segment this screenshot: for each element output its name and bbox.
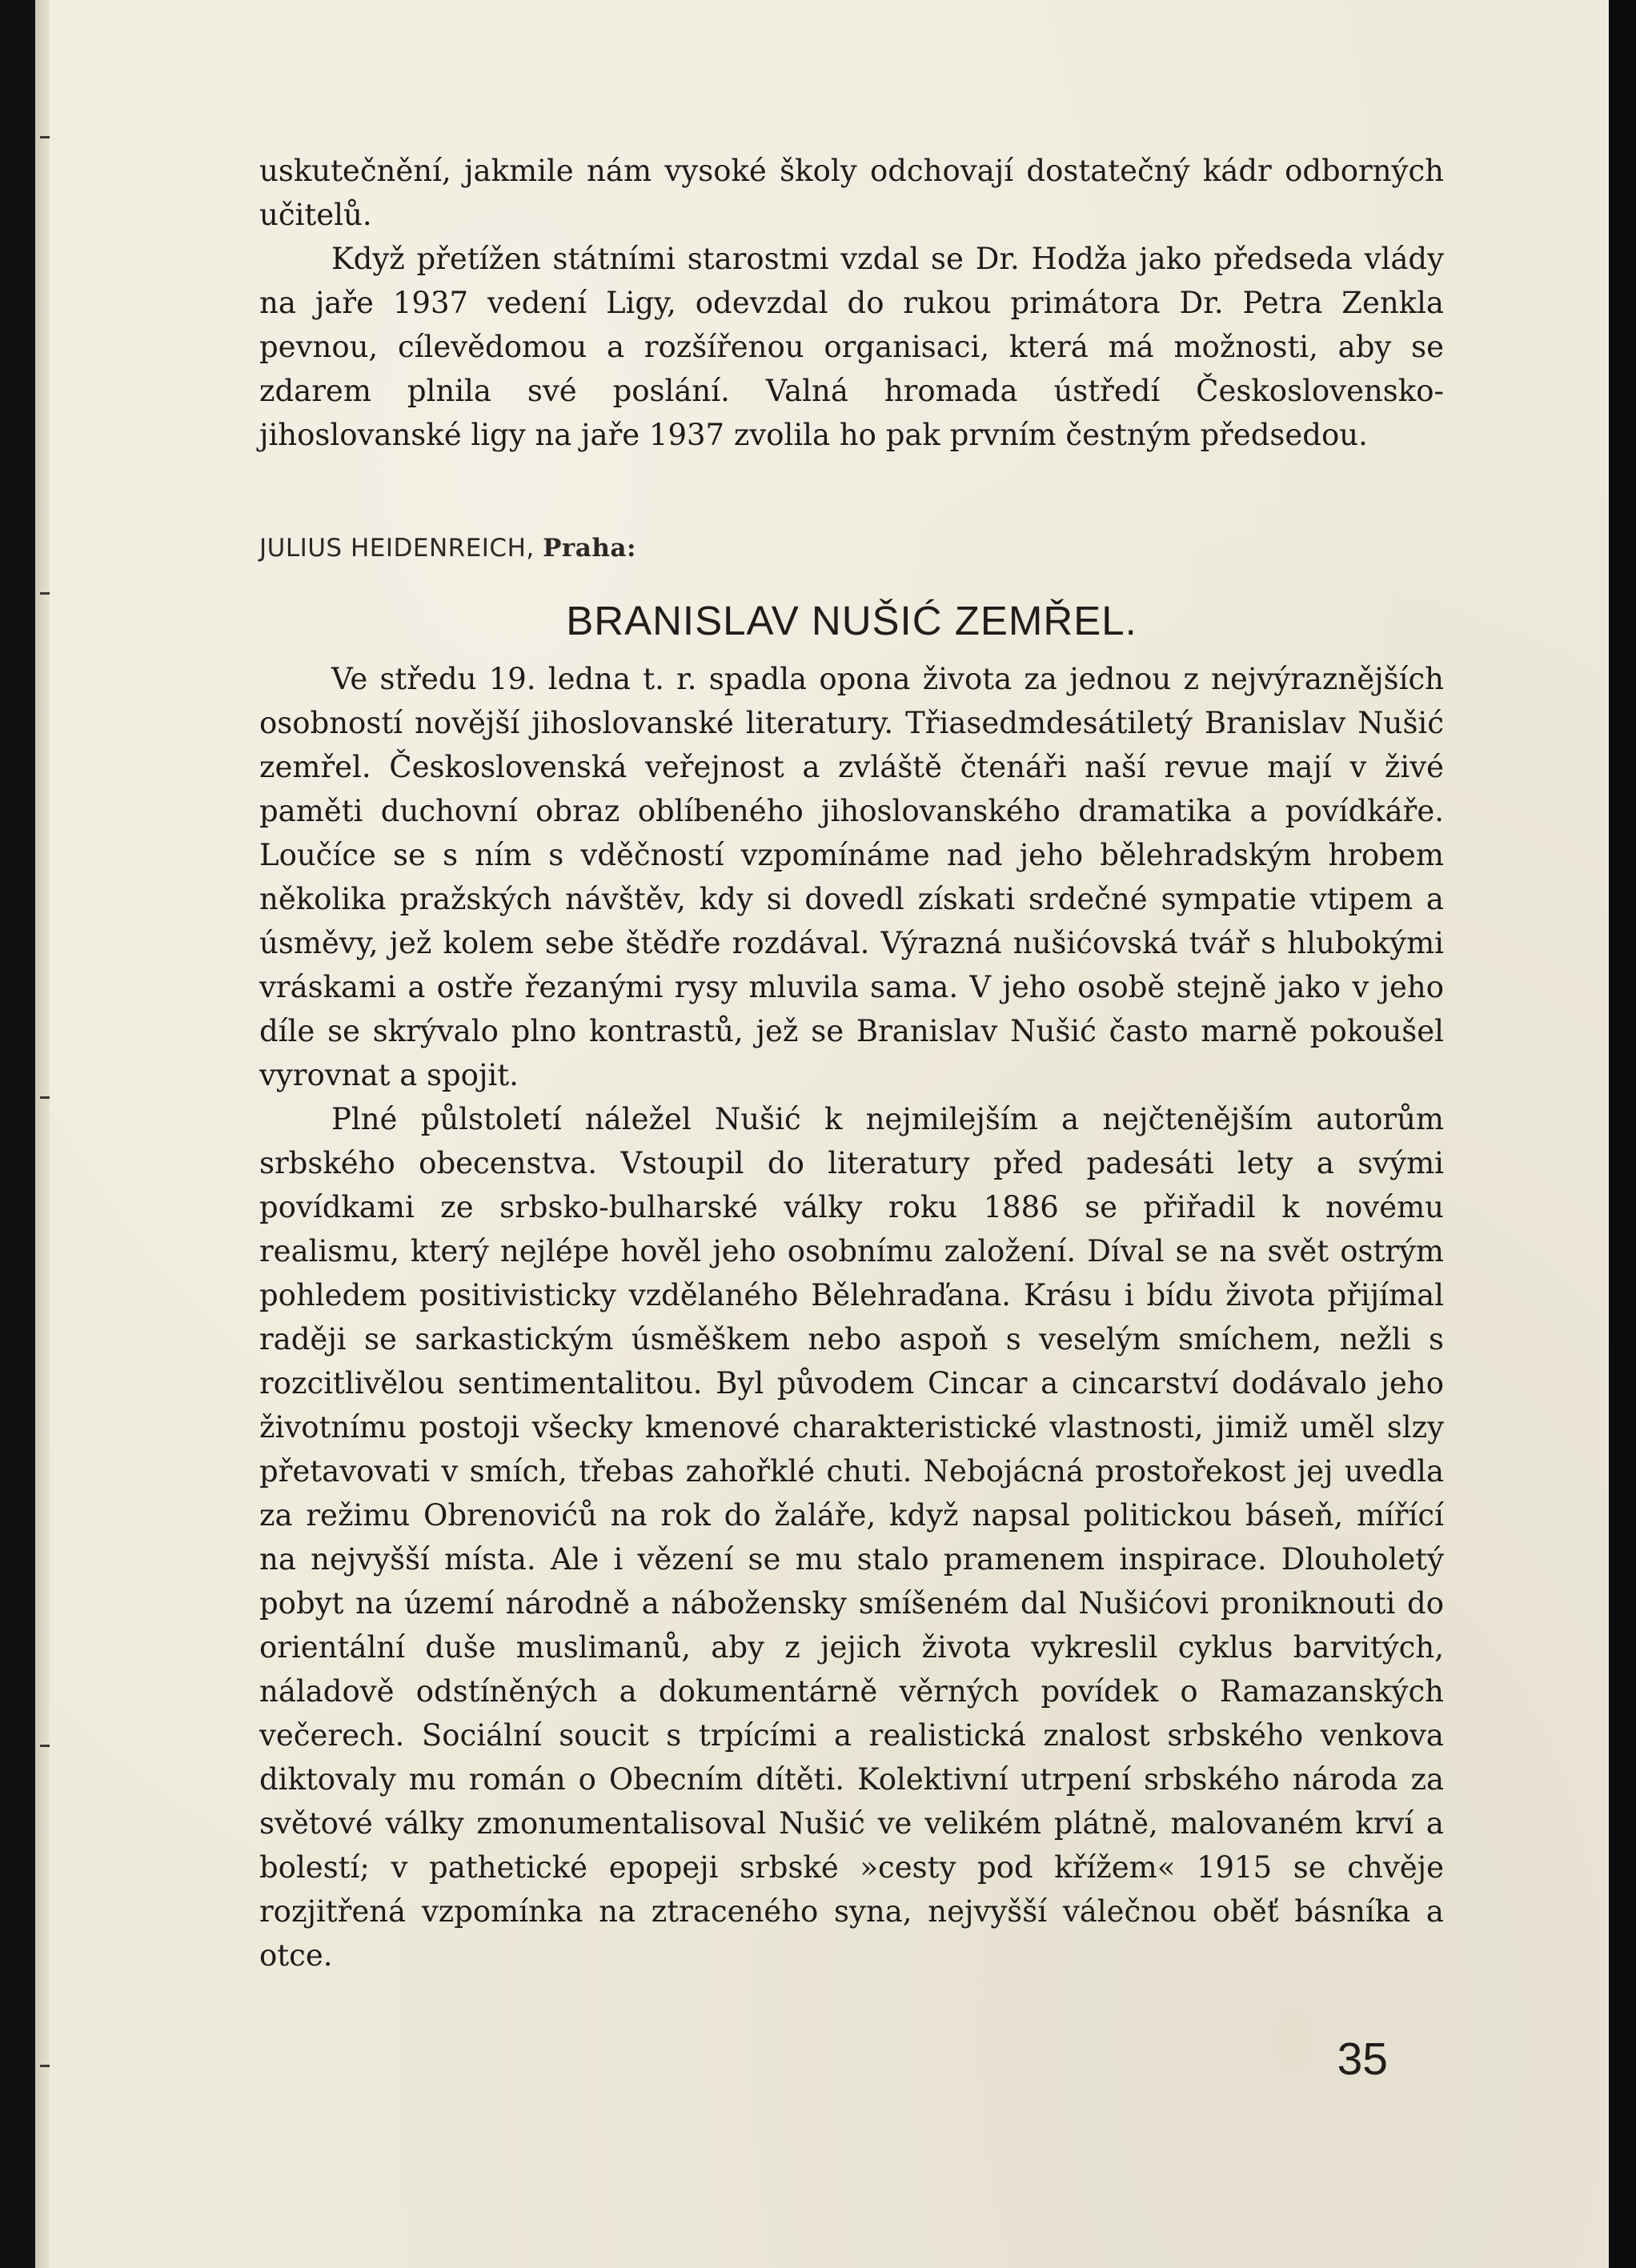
binding-mark (40, 1745, 50, 1747)
scan-edge (1609, 0, 1636, 2268)
binding-mark (40, 136, 50, 138)
byline (259, 531, 1444, 566)
binding-mark (40, 2065, 50, 2067)
byline-city: Praha: (543, 534, 636, 563)
byline-author: JULIUS HEIDENREICH, (259, 534, 535, 563)
body-paragraph: Ve středu 19. ledna t. r. spadla opona života za jednou z nejvýraznějších osobností novější jihoslovanské literatury. Třiasedmdesátiletý Branislav Nušić zemřel. Československá veřejnost a zvláště čtenáři naší revue mají v živé paměti duchovní obraz oblíbeného jihoslovanského dramatika a povídkáře. Loučíce se s ním s vděčností vzpomínáme nad jeho bělehradským hrobem několika pražských návštěv, kdy si dovedl získati srdečné sympatie vtipem a úsměvy, jež kolem sebe štědře rozdával. Výrazná nušićovská tvář s hlubokými vráskami a ostře řezanými rysy mluvila sama. V jeho osobě stejně jako v jeho díle se skrývalo plno kontrastů, jež se Branislav Nušić často marně pokoušel vyrovnat a spojit. (259, 662, 1444, 1092)
binding-mark (40, 592, 50, 595)
article-body (259, 149, 1444, 1977)
intro-paragraph: Když přetížen státními starostmi vzdal se Dr. Hodža jako předseda vlády na jaře 1937 vedení Ligy, odevzdal do rukou primátora Dr. Petra Zenkla pevnou, cílevědomou a rozšířenou organisaci, která má možnosti, aby se zdarem plnila své poslání. Valná hromada ústředí Československo-jihoslovanské ligy na jaře 1937 zvolila ho pak prvním čestným předsedou. (259, 242, 1444, 452)
body-paragraph: Plné půlstoletí náležel Nušić k nejmilejším a nejčtenějším autorům srbského obecenstva. Vstoupil do literatury před padesáti lety a svými povídkami ze srbsko-bulharské války roku 1886 se přiřadil k novému realismu, který nejlépe hověl jeho osobnímu založení. Díval se na svět ostrým pohledem positivisticky vzdělaného Bělehraďana. Krásu i bídu života přijímal raději se sarkastickým úsměškem nebo aspoň s veselým smíchem, nežli s rozcitlivělou sentimentalitou. Byl původem Cincar a cincarství dodávalo jeho životnímu postoji všecky kmenové charakteristické vlastnosti, jimiž uměl slzy přetavovati v smích, třebas zahořklé chuti. Nebojácná prostořekost jej uvedla za režimu Obrenovićů na rok do žaláře, když napsal politickou báseň, mířící na nejvyšší místa. Ale i vězení se mu stalo pramenem inspirace. Dlouholetý pobyt na území národně a nábožensky smíšeném dal Nušićovi proniknouti do orientální duše muslimanů, aby z jejich života vykreslil cyklus barvitých, náladově odstíněných a dokumentárně věrných povídek o Ramazanských večerech. Sociální soucit s trpícími a realistická znalost srbského venkova diktovaly mu román o Obecním dítěti. Kolektivní utrpení srbského národa za světové války zmonumentalisoval Nušić ve velikém plátně, malovaném krví a bolestí; v pathetické epopeji srbské »cesty pod křížem« 1915 se chvěje rozjitřená vzpomínka na ztraceného syna, nejvyšší válečnou oběť básníka a otce. (259, 1102, 1444, 1973)
intro-paragraph-continuation: uskutečnění, jakmile nám vysoké školy odchovají dostatečný kádr odborných učitelů. (259, 154, 1444, 232)
binding-mark (40, 1096, 50, 1099)
article-title: BRANISLAV NUŠIĆ ZEMŘEL. (566, 598, 1137, 643)
page-number: 35 (1337, 2034, 1388, 2085)
page-gutter (35, 0, 50, 2268)
book-page (35, 0, 1609, 2268)
